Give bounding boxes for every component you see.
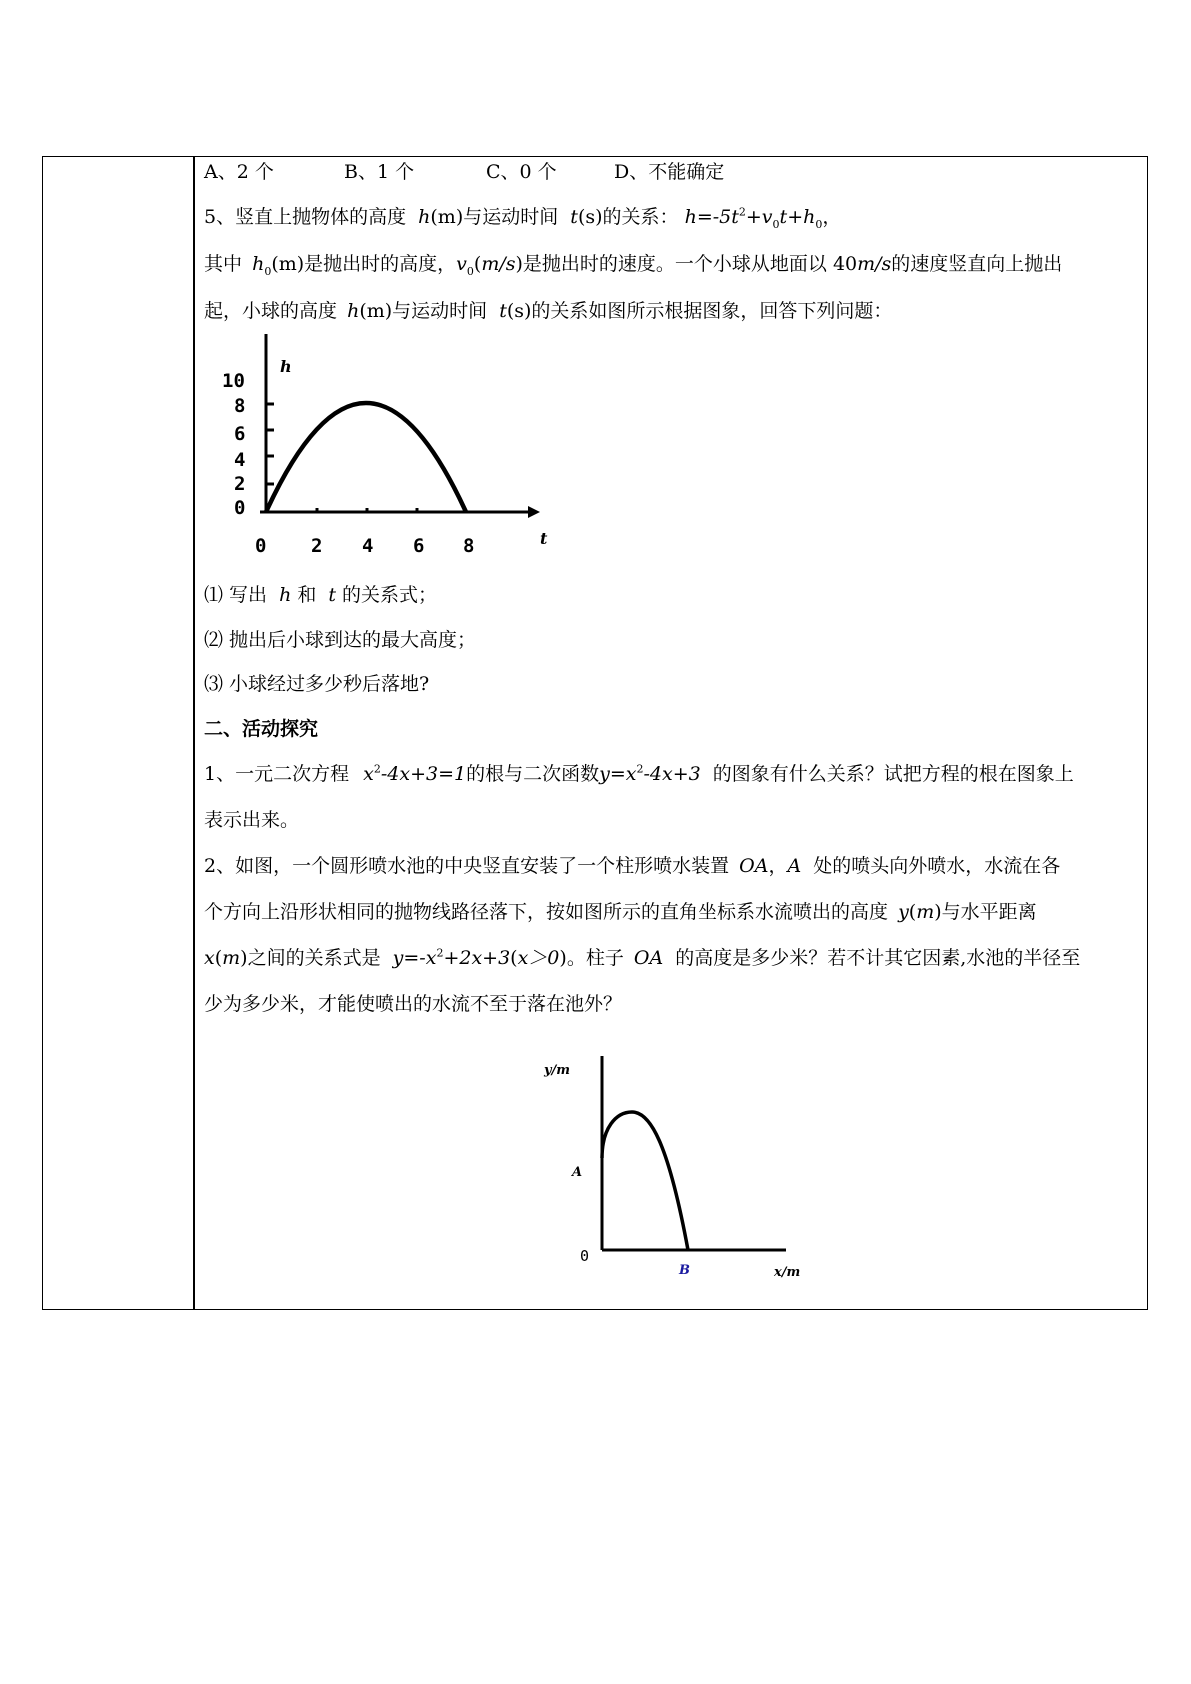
graph1-y-tick-8: 8 bbox=[234, 395, 246, 417]
graph2-svg bbox=[534, 1046, 854, 1296]
graph1-y-tick-10: 10 bbox=[222, 370, 245, 392]
item1-line-2: 表示出来。 bbox=[204, 809, 300, 831]
q5-sub-3: ⑶ 小球经过多少秒后落地? bbox=[204, 673, 430, 695]
graph1-y-tick-2: 2 bbox=[234, 473, 246, 495]
graph1-x-label: t bbox=[540, 529, 548, 548]
graph1-y-tick-6: 6 bbox=[234, 423, 246, 445]
option-c: C、0 个 bbox=[486, 161, 557, 183]
section-heading: 二、活动探究 bbox=[204, 718, 319, 740]
graph1-y-label: h bbox=[280, 357, 292, 376]
fountain-graph bbox=[534, 1046, 854, 1300]
item2-line-4: 少为多少米，才能使喷出的水流不至于落在池外？ bbox=[204, 993, 623, 1015]
graph2-origin: 0 bbox=[580, 1247, 590, 1265]
graph1-x-tick-2: 2 bbox=[311, 535, 323, 557]
graph2-x-label: x/m bbox=[774, 1265, 801, 1280]
graph2-y-label: y/m bbox=[544, 1063, 571, 1078]
graph1-parabola bbox=[266, 403, 466, 512]
q5-sub-1: ⑴ 写出 h 和 t 的关系式； bbox=[204, 584, 438, 606]
item1-line-1: 1、一元二次方程 $x^2-4x+3=1$的根与二次函数$y=x^2-4x+3$ 的图象有什么关系？试把方程的根在图象上 bbox=[204, 762, 1074, 785]
graph1-x-tick-0: 0 bbox=[255, 535, 267, 557]
graph1-x-tick-4: 4 bbox=[362, 535, 374, 557]
graph1-svg bbox=[210, 332, 570, 562]
item2-line-3: x(m)之间的关系式是 $y=-x^2+2x+3(x>0)$。柱子 OA 的高度是多少米？若不计其它因素,水池的半径至 bbox=[204, 946, 1081, 969]
item2-line-1: 2、如图，一个圆形喷水池的中央竖直安装了一个柱形喷水装置 OA，A 处的喷头向外喷水，水流在各 bbox=[204, 855, 1061, 877]
q5-line-2: 其中 $h_0(m)$是抛出时的高度，$v_0(m/s)$是抛出时的速度。一个小球从地面以 40m/s的速度竖直向上抛出 bbox=[204, 253, 1063, 278]
option-b: B、1 个 bbox=[344, 161, 415, 183]
height-time-graph bbox=[210, 332, 570, 566]
graph2-point-a: A bbox=[572, 1165, 583, 1180]
graph1-x-tick-8: 8 bbox=[463, 535, 475, 557]
q5-sub-2: ⑵ 抛出后小球到达的最大高度； bbox=[204, 629, 477, 651]
table-column-divider bbox=[193, 157, 195, 1309]
graph2-parabola bbox=[602, 1112, 688, 1250]
q5-line-3: 起，小球的高度 h(m)与运动时间 t(s)的关系如图所示根据图象，回答下列问题： bbox=[204, 300, 893, 322]
item2-line-2: 个方向上沿形状相同的抛物线路径落下，按如图所示的直角坐标系水流喷出的高度 y(m)与水平距离 bbox=[204, 901, 1037, 923]
graph1-x-arrow bbox=[528, 506, 540, 518]
q5-line-1: 5、竖直上抛物体的高度 h(m)与运动时间 t(s)的关系： $h=-5t^2+v_0t+h_0$， bbox=[204, 205, 842, 231]
graph1-y-tick-0: 0 bbox=[234, 497, 246, 519]
graph1-y-tick-4: 4 bbox=[234, 449, 246, 471]
graph2-point-b: B bbox=[679, 1263, 690, 1278]
graph1-x-tick-6: 6 bbox=[413, 535, 425, 557]
option-a: A、2 个 bbox=[204, 161, 274, 183]
option-d: D、不能确定 bbox=[614, 161, 725, 183]
